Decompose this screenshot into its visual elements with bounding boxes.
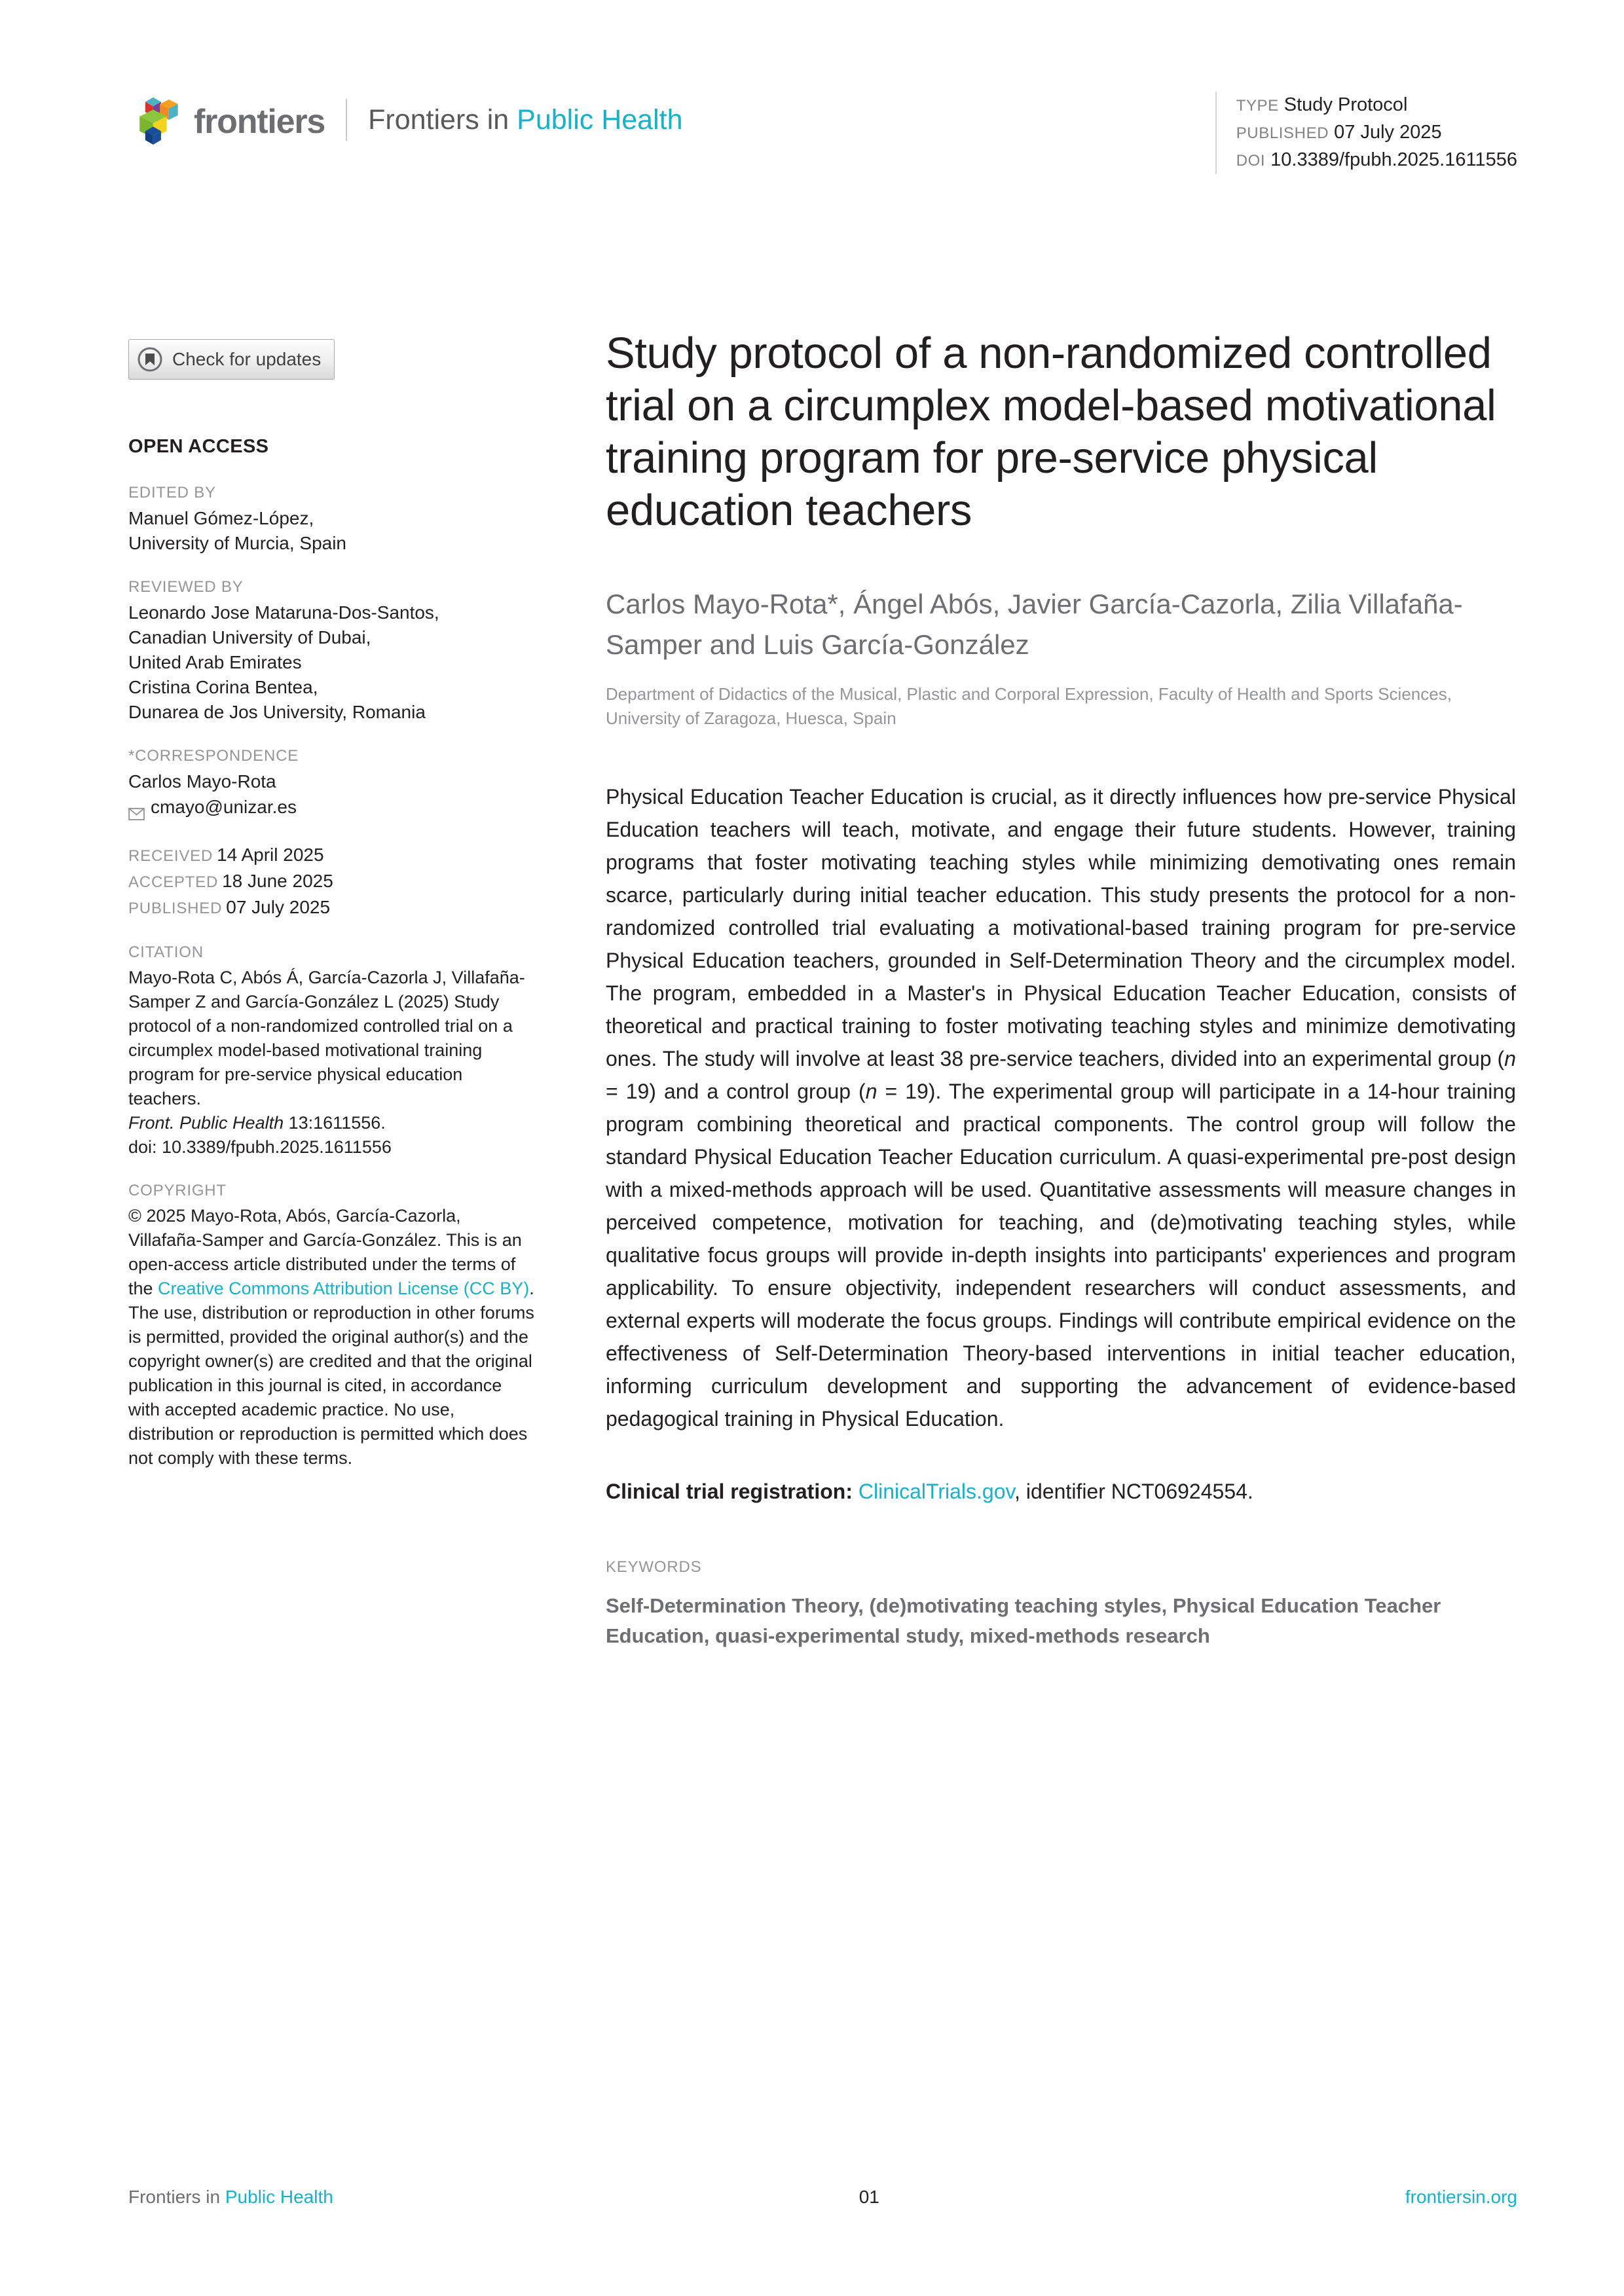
reviewer-line: United Arab Emirates: [128, 652, 302, 672]
editor-name: Manuel Gómez-López,: [128, 508, 314, 528]
citation-body: Mayo-Rota C, Abós Á, García-Cazorla J, Villafaña-Samper Z and García-González L (2025) Study protocol of a non-randomized controlled trial on a circumplex model-based motivational training program for pre-service physical education teachers.: [128, 968, 525, 1108]
meta-published-label: PUBLISHED: [1236, 124, 1329, 142]
citation-doi: doi: 10.3389/fpubh.2025.1611556: [128, 1137, 392, 1157]
frontiers-wordmark: frontiers: [194, 103, 325, 141]
frontiers-logo-icon: [128, 92, 185, 148]
correspondence-block: [128, 747, 534, 820]
reviewer-line: Canadian University of Dubai,: [128, 627, 371, 647]
meta-doi-value: 10.3389/fpubh.2025.1611556: [1270, 149, 1517, 170]
page-title: Study protocol of a non-randomized controlled trial on a circumplex model-based motivational training program for pre-service physical education teachers: [606, 329, 1496, 535]
abstract: [606, 780, 1516, 1435]
page-footer: [128, 2187, 1517, 2208]
journal-title: [368, 103, 683, 136]
abstract-n-var: n: [865, 1080, 877, 1103]
received-row: [128, 843, 534, 869]
meta-type: [1236, 92, 1517, 119]
received-value: 14 April 2025: [217, 845, 324, 865]
received-label: RECEIVED: [128, 847, 213, 865]
dates-block: [128, 843, 534, 921]
published-label: PUBLISHED: [128, 900, 223, 917]
crossmark-icon: [137, 346, 163, 373]
clinical-trial-registration: [606, 1476, 1516, 1507]
sidebar: [128, 339, 534, 1493]
correspondence-email-row[interactable]: [128, 794, 534, 820]
abstract-n-var: n: [1504, 1047, 1516, 1070]
accepted-row: [128, 869, 534, 895]
footer-journal-accent: Public Health: [225, 2187, 333, 2207]
check-for-updates-button[interactable]: [128, 339, 335, 380]
reviewed-by-label: REVIEWED BY: [128, 578, 244, 596]
meta-doi: [1236, 147, 1517, 174]
reviewer-line: Dunarea de Jos University, Romania: [128, 702, 426, 722]
copyright-text: [128, 1204, 534, 1470]
accepted-value: 18 June 2025: [222, 871, 333, 891]
citation-journal: Front. Public Health: [128, 1113, 284, 1133]
journal-title-prefix: Frontiers in: [368, 103, 517, 136]
journal-title-accent: Public Health: [517, 103, 683, 136]
check-for-updates-label: Check for updates: [172, 349, 322, 369]
meta-doi-label: DOI: [1236, 152, 1266, 170]
masthead-divider: [346, 99, 347, 141]
published-row: [128, 895, 534, 921]
clinicaltrials-link[interactable]: ClinicalTrials.gov: [858, 1480, 1015, 1503]
meta-type-label: TYPE: [1236, 97, 1279, 115]
edited-by-block: [128, 484, 534, 556]
masthead: [128, 92, 683, 148]
trial-registration-label: Clinical trial registration:: [606, 1480, 853, 1503]
trial-identifier: , identifier NCT06924554.: [1014, 1480, 1253, 1503]
footer-journal-prefix: Frontiers in: [128, 2187, 225, 2207]
copyright-part1: © 2025 Mayo-Rota, Abós, García-Cazorla, Villafaña-Samper and García-González. This is an open-access article distributed under the terms of the: [128, 1206, 522, 1298]
footer-journal: [128, 2187, 333, 2208]
copyright-label: COPYRIGHT: [128, 1182, 227, 1199]
keywords-label: KEYWORDS: [606, 1558, 702, 1576]
reviewer-line: Cristina Corina Bentea,: [128, 677, 318, 697]
meta-published-value: 07 July 2025: [1334, 122, 1442, 143]
keywords-text: Self-Determination Theory, (de)motivating teaching styles, Physical Education Teacher Education, quasi-experimental study, mixed-methods research: [606, 1594, 1441, 1647]
abstract-part2: = 19). The experimental group will participate in a 14-hour training program combining theoretical and practical components. The control group will follow the standard Physical Education Teacher Education curriculum. A quasi-experimental pre-post design with a mixed-methods approach will be used. Quantitative assessments will measure changes in perceived competence, motivation for teaching, and (de)motivating teaching styles, while qualitative focus groups will provide in-depth insights into participants' experiences and program applicability. To ensure objectivity, independent researchers will conduct assessments, and external experts will moderate the focus groups. Findings will contribute empirical evidence on the effectiveness of Self-Determination Theory-based interventions in initial teacher education, informing curriculum development and supporting the advancement of evidence-based pedagogical training in Physical Education.: [606, 1080, 1517, 1430]
meta-published: [1236, 119, 1517, 147]
cc-license-link[interactable]: Creative Commons Attribution License (CC BY): [158, 1279, 530, 1298]
accepted-label: ACCEPTED: [128, 873, 219, 891]
editor-affiliation: University of Murcia, Spain: [128, 533, 347, 553]
meta-type-value: Study Protocol: [1283, 94, 1408, 115]
abstract-part1: Physical Education Teacher Education is crucial, as it directly influences how pre-service Physical Education teachers will teach, motivate, and engage their future students. However, training programs that foster motivating teaching styles while minimizing demotivating ones remain scarce, particularly during initial teacher education. This study presents the protocol for a non-randomized controlled trial evaluating a motivational-based training program for pre-service Physical Education teachers, grounded in Self-Determination Theory and the circumplex model. The program, embedded in a Master's in Physical Education Teacher Education, consists of theoretical and practical training to foster motivating teaching styles and minimize demotivating ones. The study will involve at least 38 pre-service teachers, divided into an experimental group (: [606, 785, 1516, 1070]
footer-site-link[interactable]: frontiersin.org: [1405, 2187, 1517, 2207]
abstract-n-mid: = 19) and a control group (: [606, 1080, 866, 1103]
reviewer-line: Leonardo Jose Mataruna-Dos-Santos,: [128, 602, 439, 623]
correspondence-name: Carlos Mayo-Rota: [128, 771, 276, 792]
article-main: [606, 327, 1516, 1651]
affiliation: Department of Didactics of the Musical, Plastic and Corporal Expression, Faculty of Health and Sports Sciences, University of Zaragoza, Huesca, Spain: [606, 684, 1452, 728]
citation-text: [128, 966, 534, 1159]
author-list: Carlos Mayo-Rota*, Ángel Abós, Javier García-Cazorla, Zilia Villafaña-Samper and Luis García-González: [606, 589, 1463, 660]
copyright-part2: . The use, distribution or reproduction in other forums is permitted, provided the original author(s) and the copyright owner(s) are credited and that the original publication in this journal is cited, in accordance with accepted academic practice. No use, distribution or reproduction is permitted which does not comply with these terms.: [128, 1279, 534, 1468]
envelope-icon: [128, 801, 145, 814]
citation-block: [128, 943, 534, 1159]
reviewed-by-block: [128, 578, 534, 725]
correspondence-label: *CORRESPONDENCE: [128, 747, 299, 765]
copyright-block: [128, 1182, 534, 1470]
published-value: 07 July 2025: [226, 897, 331, 917]
citation-volume: 13:1611556.: [284, 1113, 386, 1133]
footer-page-number: 01: [858, 2187, 879, 2207]
open-access-badge: OPEN ACCESS: [128, 436, 269, 457]
citation-label: CITATION: [128, 943, 204, 961]
publication-meta: [1215, 92, 1517, 174]
edited-by-label: EDITED BY: [128, 484, 216, 501]
correspondence-email: cmayo@unizar.es: [151, 797, 297, 817]
